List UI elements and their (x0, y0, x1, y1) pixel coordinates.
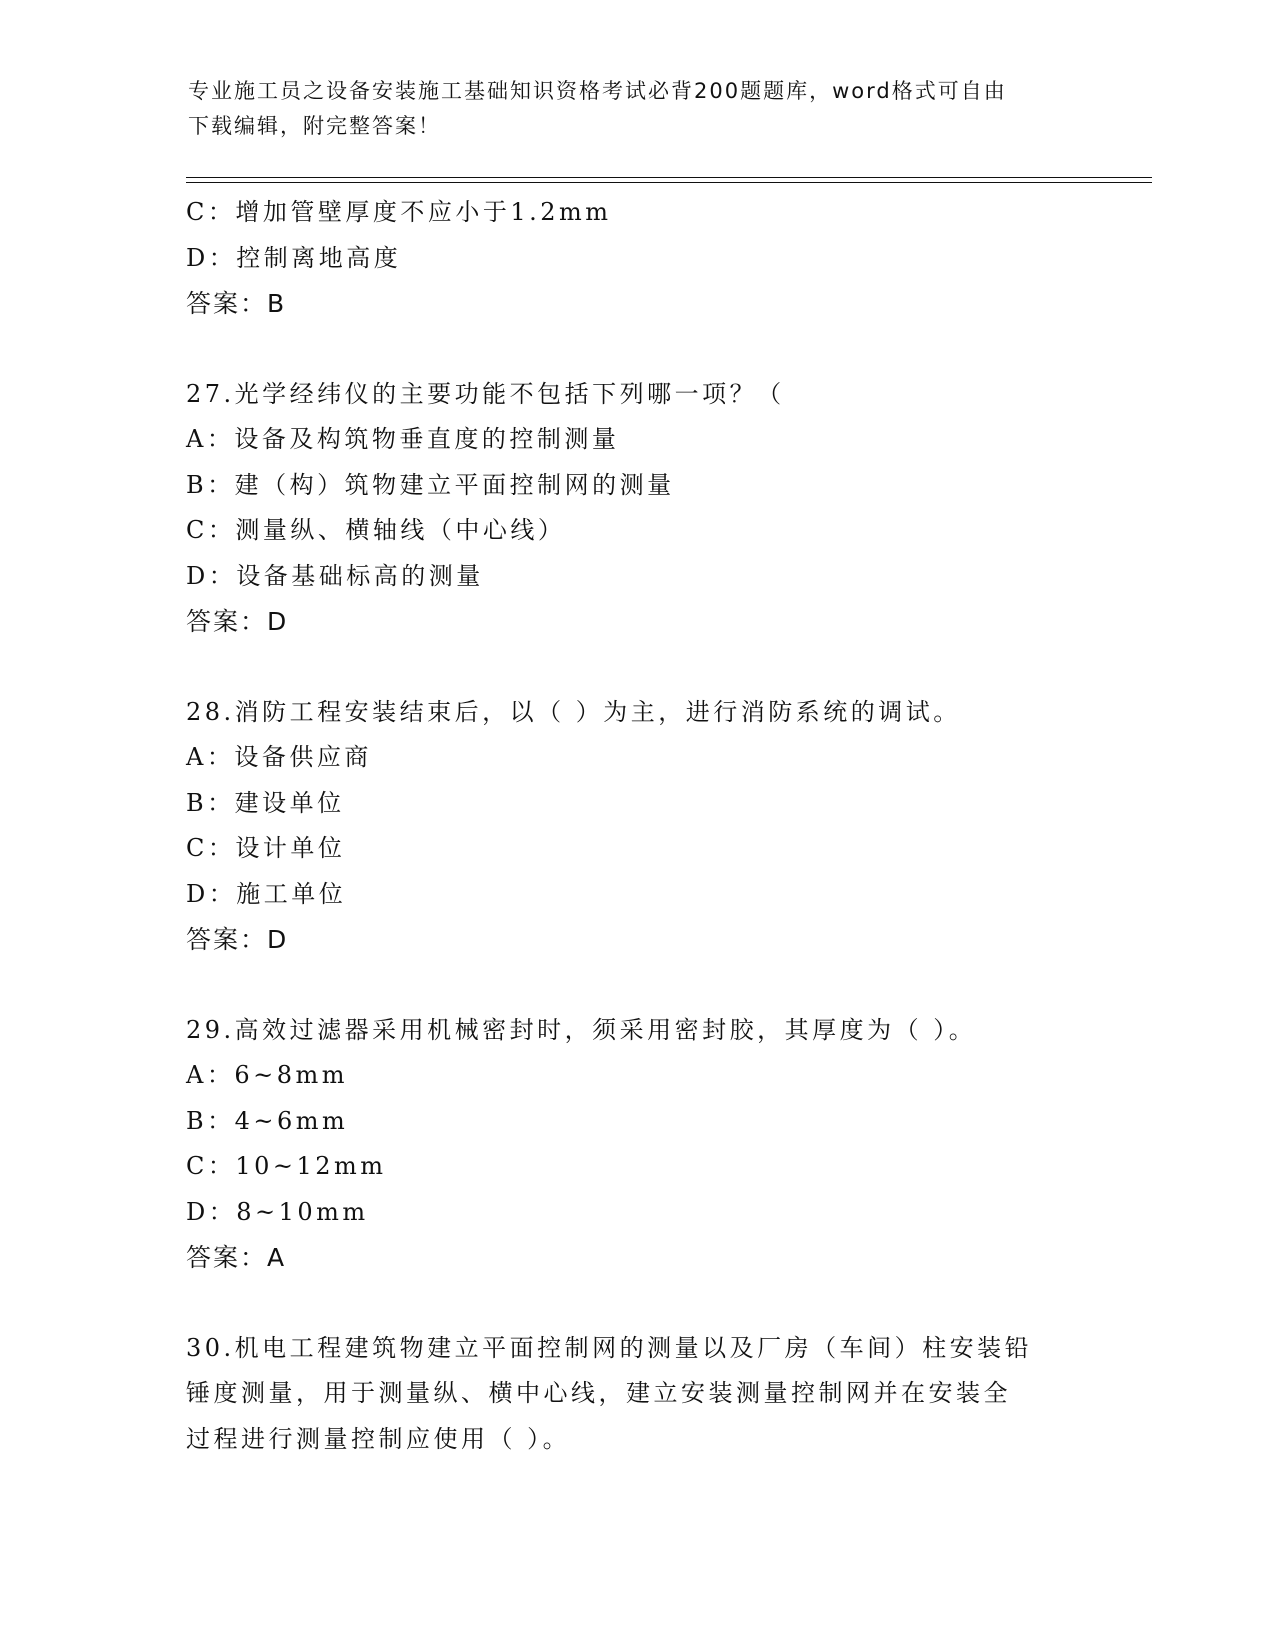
question-stem-line-3: 过程进行测量控制应使用（ ）。 (186, 1424, 571, 1453)
document-body (186, 190, 1086, 1462)
option-d: D：施工单位 (186, 879, 347, 908)
question-stem: 28.消防工程安装结束后，以（ ）为主，进行消防系统的调试。 (186, 697, 961, 726)
option-c: C：设计单位 (186, 834, 346, 862)
question-stem-line-2: 锤度测量，用于测量纵、横中心线，建立安装测量控制网并在安装全 (186, 1379, 1011, 1407)
option-d: D：8~10mm (186, 1197, 369, 1226)
option-b: B：4~6mm (186, 1106, 349, 1135)
spacer (186, 963, 1086, 1008)
header-line-2: 下载编辑，附完整答案！ (188, 114, 441, 138)
question-28 (186, 690, 1086, 963)
header-rule-bottom (186, 182, 1152, 183)
spacer (186, 1281, 1086, 1326)
option-a: A：设备及构筑物垂直度的控制测量 (186, 425, 620, 453)
option-d: D：设备基础标高的测量 (186, 561, 484, 590)
answer-line: 答案：B (186, 289, 287, 318)
question-30 (186, 1326, 1066, 1463)
question-stem: 27.光学经纬仪的主要功能不包括下列哪一项？（ (186, 379, 785, 408)
answer-line: 答案：D (186, 607, 289, 636)
option-c: C：测量纵、横轴线（中心线） (186, 516, 566, 544)
option-b: B：建设单位 (186, 788, 345, 817)
option-a: A：设备供应商 (186, 743, 372, 771)
option-c: C：增加管壁厚度不应小于1.2mm (186, 198, 612, 226)
document-header (188, 74, 1088, 144)
option-a: A：6~8mm (186, 1061, 348, 1089)
header-rule-top (186, 177, 1152, 178)
option-b: B：建（构）筑物建立平面控制网的测量 (186, 470, 675, 499)
spacer (186, 327, 1086, 372)
question-stem-line-1: 30.机电工程建筑物建立平面控制网的测量以及厂房（车间）柱安装铅 (186, 1333, 1033, 1362)
option-d: D：控制离地高度 (186, 243, 402, 272)
spacer (186, 645, 1086, 690)
question-27 (186, 372, 1086, 645)
question-stem: 29.高效过滤器采用机械密封时，须采用密封胶，其厚度为（ ）。 (186, 1015, 977, 1044)
partial-question-26 (186, 190, 1086, 327)
header-line-1: 专业施工员之设备安装施工基础知识资格考试必背200题题库，word格式可自由 (188, 79, 1007, 103)
answer-line: 答案：D (186, 925, 289, 954)
question-29 (186, 1008, 1086, 1281)
option-c: C：10~12mm (186, 1152, 387, 1180)
answer-line: 答案：A (186, 1243, 287, 1272)
